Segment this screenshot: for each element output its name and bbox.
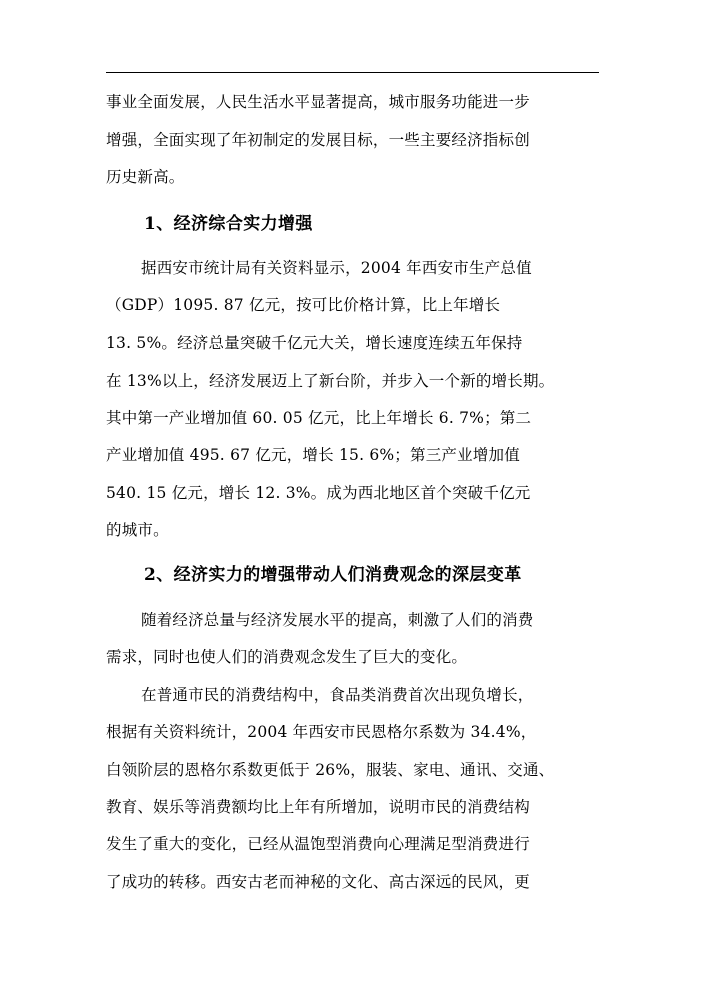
text-line: 白领阶层的恩格尔系数更低于 26%，服装、家电、通讯、交通、 [106, 761, 555, 779]
text-line: 历史新高。 [106, 168, 185, 186]
text-line: 随着经济总量与经济发展水平的提高，刺激了人们的消费 [141, 611, 534, 629]
text-line: 的城市。 [106, 521, 169, 539]
text-line: 在普通市民的消费结构中，食品类消费首次出现负增长， [141, 686, 534, 704]
text-line: 根据有关资料统计，2004 年西安市民恩格尔系数为 34.4%， [106, 723, 537, 741]
text-line: 增强，全面实现了年初制定的发展目标，一些主要经济指标创 [106, 131, 530, 149]
section-heading: 1、经济综合实力增强 [144, 214, 313, 234]
header-rule [106, 72, 599, 73]
text-line: 发生了重大的变化，已经从温饱型消费向心理满足型消费进行 [106, 835, 530, 853]
text-line: 在 13%以上，经济发展迈上了新台阶，并步入一个新的增长期。 [106, 372, 555, 390]
text-line: 需求，同时也使人们的消费观念发生了巨大的变化。 [106, 648, 468, 666]
text-line: 事业全面发展，人民生活水平显著提高，城市服务功能进一步 [106, 93, 530, 111]
text-line: 其中第一产业增加值 60. 05 亿元，比上年增长 6. 7%；第二 [106, 409, 532, 427]
text-line: 据西安市统计局有关资料显示，2004 年西安市生产总值 [141, 259, 532, 277]
text-line: 教育、娱乐等消费额均比上年有所增加，说明市民的消费结构 [106, 798, 530, 816]
text-line: 540. 15 亿元，增长 12. 3%。成为西北地区首个突破千亿元 [106, 484, 531, 502]
text-line: 13. 5%。经济总量突破千亿元大关，增长速度连续五年保持 [106, 334, 523, 352]
text-line: 了成功的转移。西安古老而神秘的文化、高古深远的民风，更 [106, 873, 530, 891]
section-heading: 2、经济实力的增强带动人们消费观念的深层变革 [144, 565, 522, 585]
text-line: 产业增加值 495. 67 亿元，增长 15. 6%；第三产业增加值 [106, 446, 520, 464]
text-line: （GDP）1095. 87 亿元，按可比价格计算，比上年增长 [106, 296, 501, 314]
